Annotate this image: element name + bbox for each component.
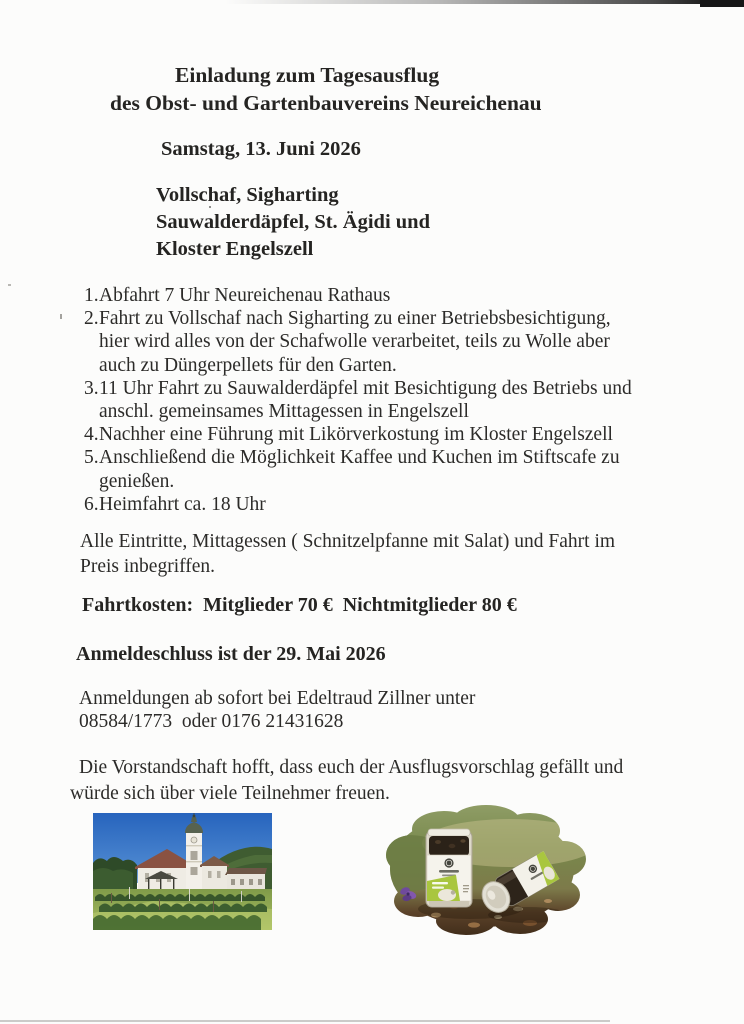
itinerary-item-number: 1. bbox=[84, 285, 99, 306]
itinerary-item-line: Fahrt zu Vollschaf nach Sigharting zu einer Betriebsbesichtigung, bbox=[99, 308, 611, 330]
closing-line: Die Vorstandschaft hofft, dass euch der Ausflugsvorschlag gefällt und bbox=[79, 757, 624, 778]
itinerary-item-line: Anschließend die Möglichkeit Kaffee und Kuchen im Stiftscafe zu bbox=[99, 447, 620, 469]
document-title-line-1: Einladung zum Tagesausflug bbox=[175, 63, 440, 87]
itinerary-item-line: Nachher eine Führung mit Likörverkostung im Kloster Engelszell bbox=[99, 424, 613, 446]
itinerary-item bbox=[84, 307, 632, 377]
destination-line: Sauwalderdäpfel, St. Ägidi und bbox=[156, 211, 430, 233]
itinerary-item bbox=[84, 284, 632, 307]
itinerary-item-line: genießen. bbox=[99, 470, 175, 492]
itinerary-item-line: Abfahrt 7 Uhr Neureichenau Rathaus bbox=[99, 285, 391, 306]
scan-artifact-bottom bbox=[0, 1020, 610, 1022]
itinerary-item-line: 11 Uhr Fahrt zu Sauwalderdäpfel mit Besichtigung des Betriebs und bbox=[99, 377, 632, 399]
kloster-engelszell-photo bbox=[93, 813, 272, 930]
destination-line: Kloster Engelszell bbox=[156, 238, 314, 260]
itinerary-item-line: auch zu Düngerpellets für den Garten. bbox=[99, 354, 397, 376]
price-included-paragraph bbox=[80, 529, 615, 579]
price-included-line: Alle Eintritte, Mittagessen ( Schnitzelpfanne mit Salat) und Fahrt im bbox=[80, 531, 616, 552]
schafwoll-pellets-photo bbox=[378, 797, 586, 945]
itinerary-list bbox=[84, 284, 632, 516]
itinerary-item-number: 2. bbox=[84, 308, 99, 330]
scan-speck bbox=[8, 284, 11, 286]
destination-block bbox=[156, 182, 430, 263]
price-included-line: Preis inbegriffen. bbox=[80, 556, 216, 577]
registration-contact-line: Anmeldungen ab sofort bei Edeltraud Zillner unter bbox=[79, 688, 476, 709]
scan-artifact-top bbox=[225, 0, 700, 4]
kloster-engelszell-illustration bbox=[93, 813, 272, 930]
itinerary-item-number: 3. bbox=[84, 377, 99, 399]
scan-artifact-top-corner bbox=[700, 0, 744, 7]
itinerary-item-line: hier wird alles von der Schafwolle verarbeitet, teils zu Wolle aber bbox=[99, 331, 610, 353]
itinerary-item-line: anschl. gemeinsames Mittagessen in Engelszell bbox=[99, 401, 469, 423]
itinerary-item-number: 6. bbox=[84, 493, 99, 515]
itinerary-item bbox=[84, 446, 632, 492]
registration-deadline: Anmeldeschluss ist der 29. Mai 2026 bbox=[76, 643, 386, 665]
trip-date: Samstag, 13. Juni 2026 bbox=[161, 138, 361, 160]
itinerary-item bbox=[84, 493, 632, 516]
registration-contact-paragraph bbox=[79, 687, 475, 733]
registration-phone-line: 08584/1773 oder 0176 21431628 bbox=[79, 711, 344, 732]
costs-line: Fahrtkosten: Mitglieder 70 € Nichtmitglieder 80 € bbox=[82, 594, 517, 616]
itinerary-item-number: 5. bbox=[84, 447, 99, 469]
closing-line: würde sich über viele Teilnehmer freuen. bbox=[70, 782, 390, 804]
itinerary-item-number: 4. bbox=[84, 424, 99, 446]
jar-upright bbox=[426, 829, 472, 907]
destination-line: Vollschaf, Sigharting bbox=[156, 184, 339, 206]
scan-speck bbox=[60, 314, 62, 319]
document-title-line-2: des Obst- und Gartenbauvereins Neureichenau bbox=[110, 91, 542, 115]
itinerary-item bbox=[84, 377, 632, 423]
itinerary-item-line: Heimfahrt ca. 18 Uhr bbox=[99, 493, 266, 515]
itinerary-item bbox=[84, 423, 632, 446]
wool-pellet-jars-illustration bbox=[378, 797, 586, 945]
